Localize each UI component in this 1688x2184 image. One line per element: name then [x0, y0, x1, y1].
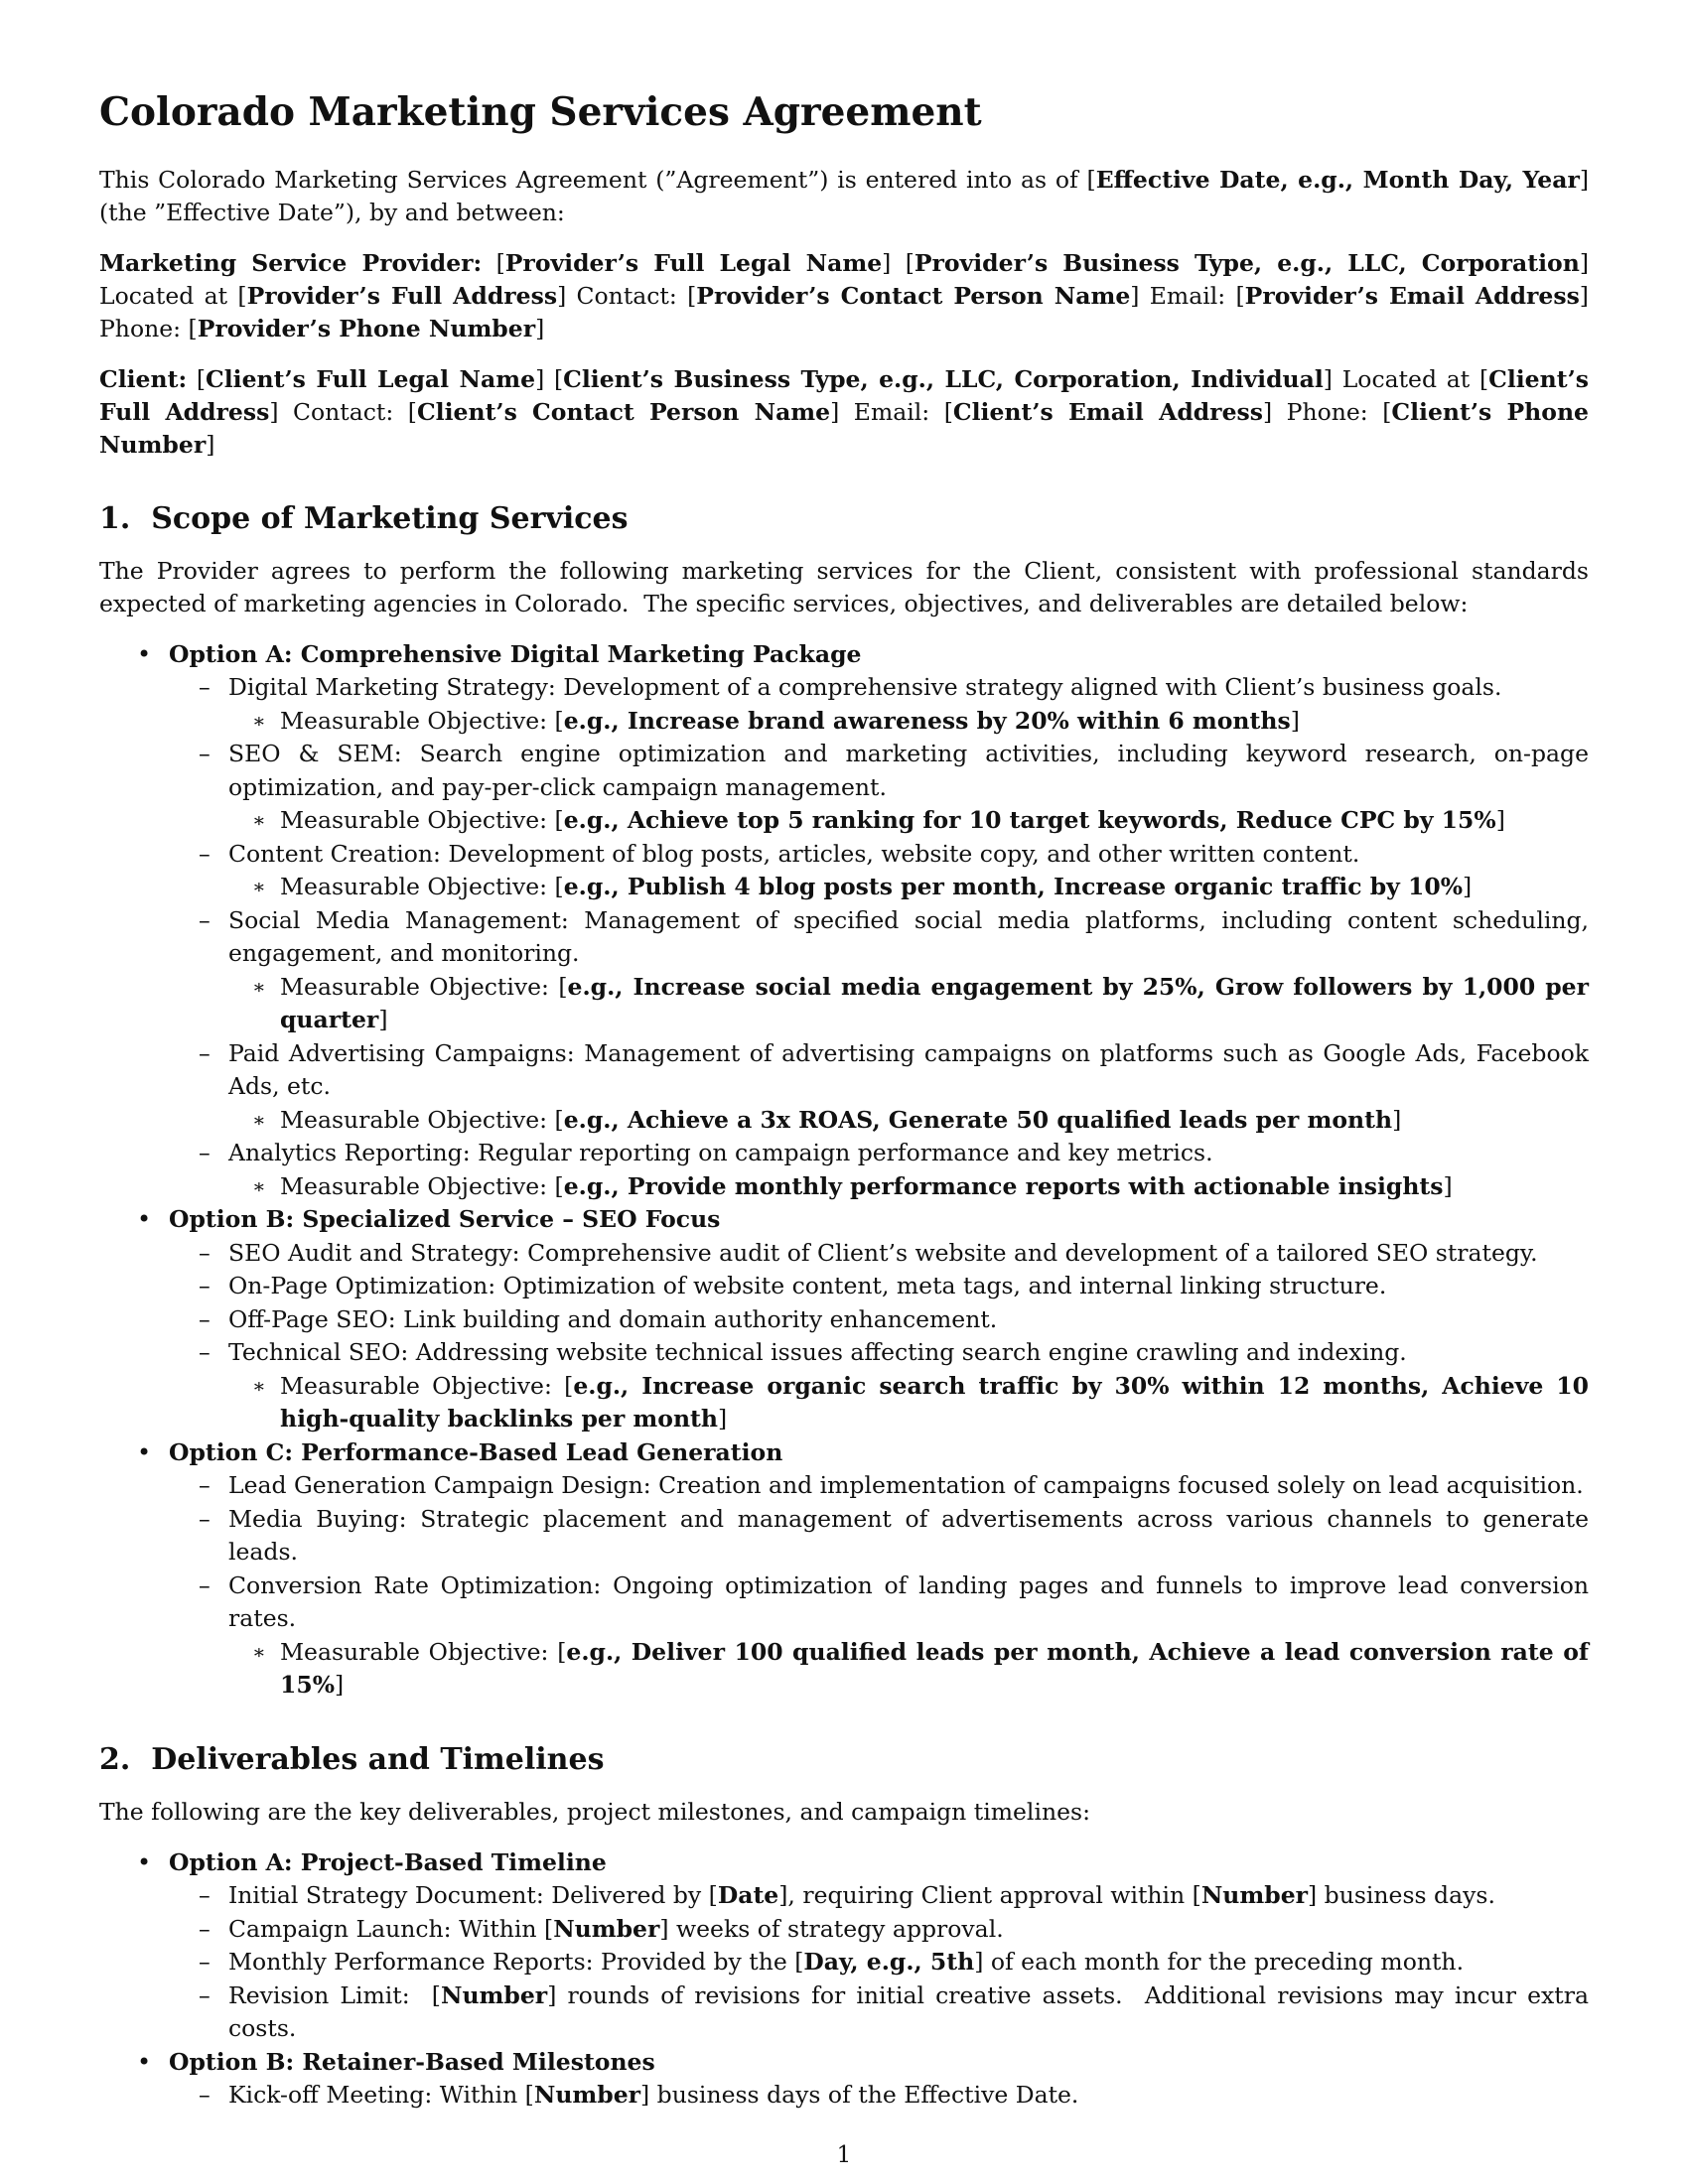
text-run: Media Buying: Strategic placement and management of advertisements across various channels to generate leads. — [228, 1504, 1589, 1567]
placeholder-field: Number — [533, 2081, 641, 2110]
service-item — [169, 738, 1589, 838]
measurable-objective — [228, 1104, 1589, 1138]
option-label: Option A: Comprehensive Digital Marketing Package — [169, 639, 862, 668]
text-run: ], requiring Client approval within [ — [778, 1881, 1201, 1910]
service-item — [169, 2079, 1589, 2113]
text-run: ] business days of the Effective Date. — [640, 2081, 1079, 2110]
option-list — [99, 1846, 1589, 2113]
text-run: ] Located at [ — [99, 248, 1589, 310]
option-item — [99, 638, 1589, 1204]
text-run: ] (the ”Effective Date”), by and between: — [99, 165, 1589, 226]
option-label: Option B: Retainer-Based Milestones — [169, 2047, 655, 2076]
placeholder-field: e.g., Achieve a 3x ROAS, Generate 50 qualified leads per month — [563, 1105, 1393, 1134]
text-run: ] Contact: [ — [269, 397, 417, 426]
text-run: On-Page Optimization: Optimization of website content, meta tags, and internal linking structure. — [228, 1272, 1387, 1300]
text-run: ] [ — [535, 364, 564, 393]
section-heading: 1. Scope of Marketing Services — [99, 500, 629, 536]
service-item — [169, 1879, 1589, 1913]
text-run: ] — [206, 430, 215, 459]
placeholder-field: Client’s Phone Number — [99, 397, 1589, 459]
text-run: ] — [378, 1006, 388, 1034]
placeholder-field: Number — [1200, 1881, 1309, 1910]
measurable-objective — [228, 871, 1589, 904]
option-item — [99, 1436, 1589, 1703]
text-run: The following are the key deliverables, project milestones, and campaign timelines: — [99, 1797, 1090, 1826]
text-run: Technical SEO: Addressing website technical issues affecting search engine crawling and indexing. — [228, 1338, 1407, 1367]
text-run: ] of each month for the preceding month. — [974, 1948, 1465, 1977]
measurable-objective — [228, 705, 1589, 739]
text-run: Measurable Objective: [ — [280, 706, 564, 735]
client-paragraph — [99, 363, 1589, 462]
placeholder-field: Date — [717, 1881, 779, 1910]
text-run: Digital Marketing Strategy: Development of a comprehensive strategy aligned with Client’s business goals. — [228, 673, 1502, 702]
objective-list — [228, 804, 1589, 838]
measurable-objective — [228, 1636, 1589, 1703]
sections-container — [99, 501, 1589, 2113]
text-run: [ — [187, 364, 207, 393]
placeholder-field: Client’s Full Address — [99, 364, 1589, 426]
text-run: ] — [1443, 1171, 1453, 1200]
placeholder-field: e.g., Deliver 100 qualified leads per month, Achieve a lead conversion rate of 15% — [280, 1637, 1589, 1700]
text-run: ] Located at [ — [1323, 364, 1489, 393]
text-run: Kick-off Meeting: Within [ — [228, 2081, 534, 2110]
text-run: SEO & SEM: Search engine optimization and marketing activities, including keyword research, on-page optimization, and pay-per-click campaign management. — [228, 740, 1589, 801]
placeholder-field: e.g., Publish 4 blog posts per month, Increase organic traffic by 10% — [563, 873, 1464, 901]
text-run: Analytics Reporting: Regular reporting on campaign performance and key metrics. — [228, 1139, 1213, 1167]
service-item — [169, 1137, 1589, 1203]
objective-list — [228, 1636, 1589, 1703]
text-run: ] Contact: [ — [557, 281, 697, 310]
service-list — [169, 1237, 1589, 1436]
text-run: Campaign Launch: Within [ — [228, 1914, 554, 1943]
measurable-objective — [228, 1170, 1589, 1204]
text-run: ] Phone: [ — [1262, 397, 1392, 426]
measurable-objective — [228, 971, 1589, 1037]
service-list — [169, 2079, 1589, 2113]
option-item — [99, 2046, 1589, 2113]
placeholder-field: e.g., Increase organic search traffic by 30% within 12 months, Achieve 10 high-quality backlinks per month — [280, 1371, 1590, 1433]
text-run: Initial Strategy Document: Delivered by [ — [228, 1881, 718, 1910]
page-number: 1 — [836, 2142, 852, 2168]
provider-paragraph — [99, 247, 1589, 345]
objective-list — [228, 705, 1589, 739]
placeholder-field: e.g., Increase social media engagement by 25%, Grow followers by 1,000 per quarter — [280, 972, 1590, 1034]
service-item — [169, 1237, 1589, 1271]
option-list — [99, 638, 1589, 1703]
measurable-objective — [228, 804, 1589, 838]
option-label: Option C: Performance-Based Lead Generation — [169, 1437, 783, 1466]
text-run: Revision Limit: [ — [228, 1980, 441, 2009]
option-label: Option A: Project-Based Timeline — [169, 1847, 607, 1876]
text-run: ] — [1495, 806, 1505, 835]
text-run: Conversion Rate Optimization: Ongoing optimization of landing pages and funnels to improve lead conversion rates. — [228, 1570, 1589, 1633]
text-run: [ — [482, 248, 505, 277]
text-run: ] — [717, 1405, 728, 1433]
text-run: Measurable Objective: [ — [280, 1171, 564, 1200]
measurable-objective — [228, 1370, 1589, 1436]
text-run: Measurable Objective: [ — [280, 1105, 564, 1134]
document-page — [99, 77, 1589, 2113]
text-run: Paid Advertising Campaigns: Management of advertising campaigns on platforms such as Google Ads, Facebook Ads, etc. — [228, 1038, 1589, 1101]
option-item — [99, 1203, 1589, 1436]
text-run: Measurable Objective: [ — [280, 1371, 574, 1400]
text-run: ] Email: [ — [830, 397, 953, 426]
text-run: ] Email: [ — [1130, 281, 1245, 310]
service-list — [169, 671, 1589, 1203]
placeholder-field: Day, e.g., 5th — [803, 1948, 975, 1977]
objective-list — [228, 1104, 1589, 1138]
service-item — [169, 1270, 1589, 1303]
placeholder-field: Provider’s Email Address — [1244, 281, 1580, 310]
placeholder-field: e.g., Increase brand awareness by 20% within 6 months — [563, 706, 1291, 735]
text-run: ] — [1392, 1105, 1402, 1134]
text-run: This Colorado Marketing Services Agreement (”Agreement”) is entered into as of [ — [99, 165, 1096, 194]
text-run: ] — [535, 314, 545, 342]
service-list — [169, 1879, 1589, 2046]
text-run: SEO Audit and Strategy: Comprehensive audit of Client’s website and development of a tailored SEO strategy. — [228, 1238, 1538, 1267]
text-run: ] [ — [882, 248, 914, 277]
service-item — [169, 1913, 1589, 1947]
text-run: Measurable Objective: [ — [280, 1637, 567, 1666]
placeholder-field: e.g., Provide monthly performance reports with actionable insights — [563, 1171, 1444, 1200]
objective-list — [228, 1370, 1589, 1436]
document-title: Colorado Marketing Services Agreement — [99, 89, 982, 135]
option-label: Option B: Specialized Service – SEO Focus — [169, 1205, 721, 1234]
service-item — [169, 1979, 1589, 2046]
text-run: ] — [1463, 873, 1473, 901]
section-heading: 2. Deliverables and Timelines — [99, 1741, 605, 1777]
text-run: ] rounds of revisions for initial creative assets. Additional revisions may incur extra costs. — [228, 1980, 1589, 2043]
text-run: ] business days. — [1308, 1881, 1495, 1910]
text-run: Monthly Performance Reports: Provided by the [ — [228, 1948, 804, 1977]
service-item — [169, 671, 1589, 738]
section-intro — [99, 1796, 1589, 1829]
section-intro — [99, 555, 1589, 620]
text-run: ] Phone: [ — [99, 281, 1589, 342]
placeholder-field: Client’s Business Type, e.g., LLC, Corporation, Individual — [563, 364, 1324, 393]
placeholder-field: Client’s Full Legal Name — [206, 364, 536, 393]
text-run: ] — [335, 1671, 345, 1700]
text-run: Measurable Objective: [ — [280, 873, 564, 901]
placeholder-field: Provider’s Full Legal Name — [504, 248, 883, 277]
objective-list — [228, 1170, 1589, 1204]
text-run: ] weeks of strategy approval. — [659, 1914, 1004, 1943]
placeholder-field: Number — [440, 1980, 548, 2009]
intro-paragraph — [99, 164, 1589, 229]
placeholder-field: e.g., Achieve top 5 ranking for 10 target keywords, Reduce CPC by 15% — [563, 806, 1496, 835]
service-item — [169, 1303, 1589, 1337]
option-item — [99, 1846, 1589, 2046]
placeholder-field: Client: — [99, 364, 188, 393]
text-run: Social Media Management: Management of specified social media platforms, including content scheduling, engagement, and monitoring. — [228, 905, 1589, 968]
placeholder-field: Client’s Email Address — [952, 397, 1263, 426]
service-item — [169, 1469, 1589, 1503]
service-item — [169, 838, 1589, 904]
placeholder-field: Effective Date, e.g., Month Day, Year — [1095, 165, 1580, 194]
service-item — [169, 1503, 1589, 1570]
placeholder-field: Number — [553, 1914, 660, 1943]
text-run: Content Creation: Development of blog posts, articles, website copy, and other written content. — [228, 839, 1360, 868]
placeholder-field: Provider’s Phone Number — [197, 314, 536, 342]
text-run: Measurable Objective: [ — [280, 972, 568, 1001]
text-run: Measurable Objective: [ — [280, 806, 564, 835]
placeholder-field: Marketing Service Provider: — [99, 248, 483, 277]
text-run: ] — [1290, 706, 1300, 735]
text-run: The Provider agrees to perform the following marketing services for the Client, consistent with professional standards expected of marketing agencies in Colorado. The specific services, objectives, and deliverables are detailed below: — [99, 556, 1589, 617]
service-item — [169, 1336, 1589, 1436]
service-item — [169, 904, 1589, 1037]
placeholder-field: Client’s Contact Person Name — [416, 397, 831, 426]
placeholder-field: Provider’s Full Address — [246, 281, 558, 310]
service-item — [169, 1946, 1589, 1979]
objective-list — [228, 971, 1589, 1037]
service-item — [169, 1037, 1589, 1138]
text-run: Lead Generation Campaign Design: Creation and implementation of campaigns focused solely on lead acquisition. — [228, 1471, 1584, 1500]
objective-list — [228, 871, 1589, 904]
placeholder-field: Provider’s Contact Person Name — [696, 281, 1131, 310]
text-run: Off-Page SEO: Link building and domain authority enhancement. — [228, 1304, 998, 1333]
placeholder-field: Provider’s Business Type, e.g., LLC, Corporation — [914, 248, 1580, 277]
service-list — [169, 1469, 1589, 1703]
service-item — [169, 1570, 1589, 1703]
